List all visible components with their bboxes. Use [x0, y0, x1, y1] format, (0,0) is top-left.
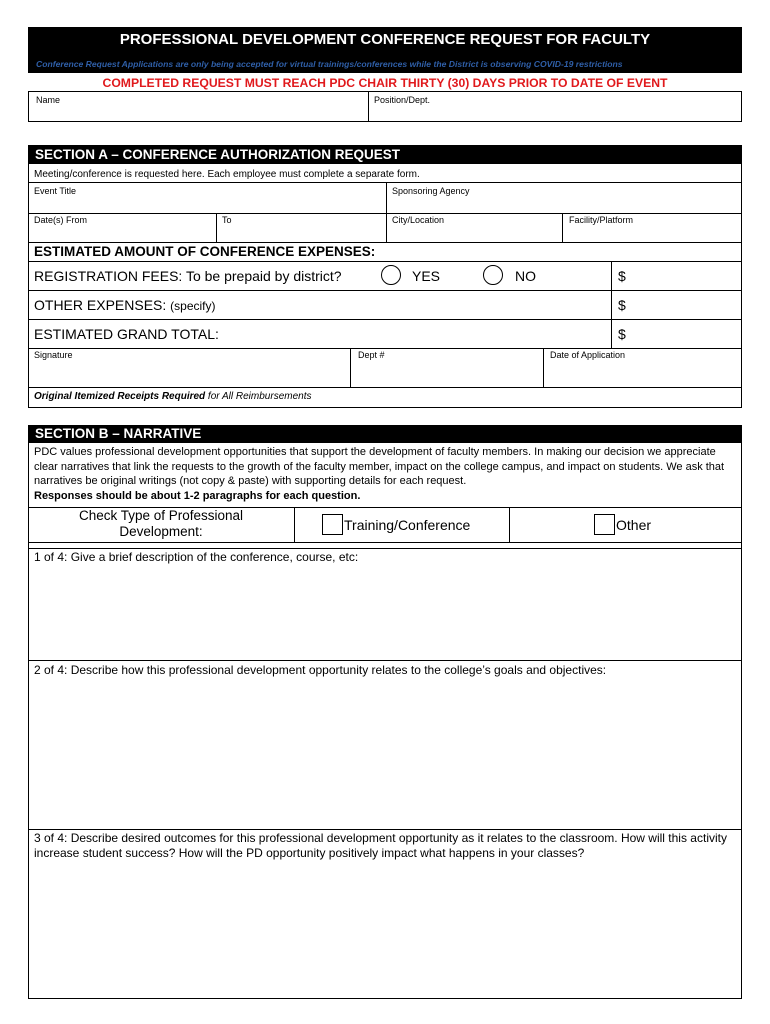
yes-radio[interactable]	[381, 265, 401, 285]
city-location-label: City/Location	[392, 215, 445, 225]
other-expenses-specify: (specify)	[170, 299, 216, 313]
position-field-label: Position/Dept.	[374, 95, 431, 105]
question-1: 1 of 4: Give a brief description of the conference, course, etc:	[34, 550, 359, 564]
event-title-label: Event Title	[34, 186, 77, 196]
dept-number-label: Dept #	[358, 350, 385, 360]
grand-total-dollar-sign: $	[618, 326, 626, 342]
question-3: 3 of 4: Describe desired outcomes for this professional development opportunity as it relates to the classroom. How will this activity increase student success? How will the PD opportunity positively impact what happens in your classes?	[34, 831, 727, 860]
receipts-for-reimbursements: for All Reimbursements	[205, 391, 312, 402]
other-dollar-sign: $	[618, 297, 626, 313]
signature-label: Signature	[34, 350, 73, 360]
covid-note: Conference Request Applications are only being accepted for virtual trainings/conferences while the District is observing COVID-19 restrictions	[36, 59, 623, 69]
sponsoring-agency-label: Sponsoring Agency	[392, 186, 470, 196]
question-2: 2 of 4: Describe how this professional development opportunity relates to the college’s goals and objectives:	[34, 663, 607, 677]
dept-number-field[interactable]	[351, 362, 542, 386]
other-expenses-label: OTHER EXPENSES:	[34, 297, 167, 313]
grand-total-amount-field[interactable]	[630, 320, 741, 348]
training-conference-label: Training/Conference	[344, 517, 471, 533]
other-expenses-amount-field[interactable]	[630, 291, 741, 319]
section-a-title-bar	[28, 145, 742, 164]
dates-from-field[interactable]	[29, 227, 215, 241]
other-checkbox[interactable]	[594, 514, 615, 535]
position-field[interactable]	[369, 106, 741, 121]
yes-label: YES	[412, 268, 441, 284]
question-1-answer-area[interactable]	[29, 567, 741, 659]
section-b-intro-bold: Responses should be about 1-2 paragraphs for each question.	[34, 489, 361, 502]
section-b-intro-text: PDC values professional development opportunities that support the development of faculty members. In making our decision we appreciate clear narratives that link the requests to the growth of the faculty member, impact on the college campus, and impact on students. We ask that narratives be original writings (not copy & paste) with supporting details for each request.	[34, 446, 725, 487]
date-of-application-label: Date of Application	[550, 350, 626, 360]
check-type-label: Check Type of Professional Development:	[78, 508, 244, 539]
signature-field[interactable]	[29, 362, 349, 386]
receipts-required: Original Itemized Receipts Required	[34, 391, 206, 402]
receipts-note	[34, 391, 311, 402]
section-b-title-bar	[28, 425, 742, 443]
deadline-notice: COMPLETED REQUEST MUST REACH PDC CHAIR THIRTY (30) DAYS PRIOR TO DATE OF EVENT	[102, 76, 668, 90]
dates-from-label: Date(s) From	[34, 215, 88, 225]
section-b-intro	[34, 445, 734, 503]
sponsoring-agency-field[interactable]	[387, 198, 741, 212]
other-expenses-text	[34, 297, 216, 314]
question-3-answer-area[interactable]	[29, 864, 741, 997]
no-label: NO	[515, 268, 536, 284]
section-b-title: SECTION B – NARRATIVE	[35, 426, 202, 441]
section-a-intro: Meeting/conference is requested here. Each employee must complete a separate form.	[34, 169, 420, 180]
registration-amount-field[interactable]	[630, 262, 741, 290]
dates-to-field[interactable]	[217, 227, 385, 241]
date-of-application-field[interactable]	[544, 362, 741, 386]
no-radio[interactable]	[483, 265, 503, 285]
grand-total-label: ESTIMATED GRAND TOTAL:	[34, 326, 219, 342]
name-field[interactable]	[29, 106, 367, 121]
expenses-heading: ESTIMATED AMOUNT OF CONFERENCE EXPENSES:	[34, 244, 376, 259]
registration-fees-label: REGISTRATION FEES: To be prepaid by district?	[34, 268, 342, 284]
question-2-answer-area[interactable]	[29, 680, 741, 828]
facility-platform-field[interactable]	[563, 227, 741, 241]
city-location-field[interactable]	[387, 227, 561, 241]
dates-to-label: To	[222, 215, 232, 225]
section-a-title: SECTION A – CONFERENCE AUTHORIZATION REQUEST	[35, 147, 401, 162]
registration-dollar-sign: $	[618, 268, 626, 284]
form-title: PROFESSIONAL DEVELOPMENT CONFERENCE REQUEST FOR FACULTY	[119, 31, 651, 48]
training-conference-checkbox[interactable]	[322, 514, 343, 535]
facility-platform-label: Facility/Platform	[569, 215, 634, 225]
form-title-bar	[28, 27, 742, 73]
name-field-label: Name	[36, 95, 61, 105]
event-title-field[interactable]	[29, 198, 385, 212]
other-type-label: Other	[616, 517, 652, 533]
